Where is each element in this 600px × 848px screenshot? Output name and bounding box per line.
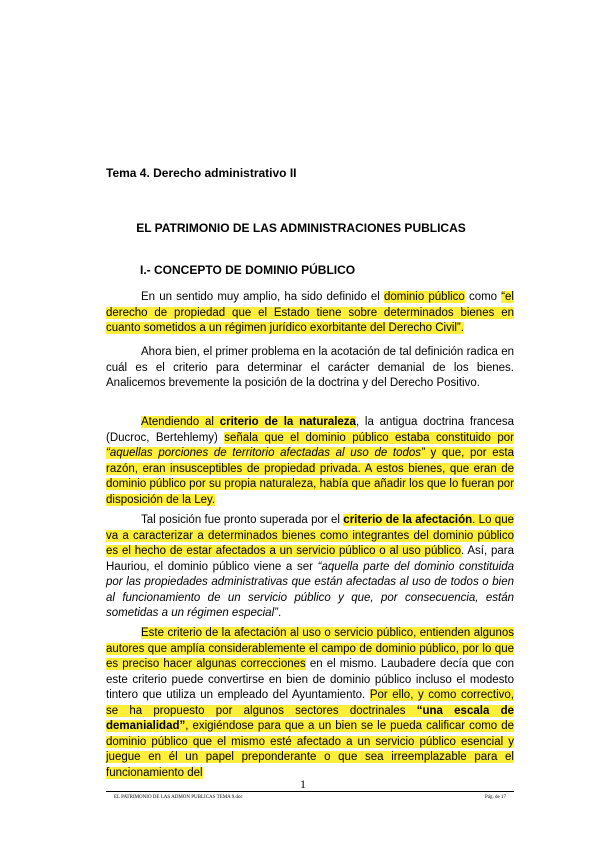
p4-highlight-c: . Lo que va a caracterizar a determinados bienes como integrantes del dominio público es el hecho de estar afectados a un servicio público o al uso público <box>106 514 514 557</box>
p5-highlight-e: , exigiéndose para que a un bien se le pueda calificar como de dominio público que el mismo esté afectado a un servicio público esencial y juegue en él un papel preponderante o que sea irreemplazable para el funcionamiento del <box>106 720 514 779</box>
p4-text-f: . <box>277 607 282 619</box>
p3-highlight-a: Atendiendo al <box>141 416 220 428</box>
p1-text-c: como <box>464 291 502 303</box>
p3-highlight-f: y que, por esta razón, eran insusceptibles de propiedad privada. A estos bienes, que eran de dominio público por su propia naturaleza, había que añadir los que lo fueran por disposición de la Ley. <box>106 447 514 506</box>
p4-highlight-b: criterio de la afectación <box>343 514 473 526</box>
p5-highlight-d: “una escala de demanialidad” <box>106 704 514 732</box>
p3-highlight-d: señala que el dominio público estaba constituido por <box>224 431 514 444</box>
section-heading: I.- CONCEPTO DE DOMINIO PÚBLICO <box>140 263 356 277</box>
p1-highlight-b: dominio público <box>383 291 465 303</box>
page-footer <box>106 791 514 806</box>
document-title: EL PATRIMONIO DE LAS ADMINISTRACIONES PUBLICAS <box>136 221 466 235</box>
footer-page-count: Pág. de 17 <box>485 795 506 800</box>
p5-text-b: en el mismo. Laubadere decía que con este criterio puede convertirse en bien de dominio público incluso el modesto tintero que utiliza un empleado del Ayuntamiento. <box>106 658 514 701</box>
p3-highlight-e: “aquellas porciones de territorio afectadas al uso de todos” <box>106 447 425 459</box>
p4-text-d: . Así, para Hauriou, el dominio público viene a ser <box>106 545 515 573</box>
p1-text-a: En un sentido muy amplio, ha sido definido el <box>141 291 384 303</box>
p3-highlight-b: criterio de la naturaleza <box>219 416 356 428</box>
paragraph-3 <box>106 415 514 508</box>
paragraph-2: Ahora bien, el primer problema en la acotación de tal definición radica en cuál es el criterio para determinar el carácter demanial de los bienes. Analicemos brevemente la posición de la doctrina y del Derecho Positivo. <box>106 346 514 389</box>
p5-highlight-a: Este criterio de la afectación al uso o servicio público, entienden algunos autores que amplía considerablemente el campo de dominio público, por lo que es preciso hacer algunas correcciones <box>106 627 514 670</box>
footer-filename: EL PATRIMONIO DE LAS ADMON PUBLICAS TEMA 9.doc <box>114 795 243 800</box>
paragraph-1 <box>106 290 514 337</box>
p1-highlight-d: “el derecho de propiedad que el Estado tiene sobre determinados bienes en cuanto sometidos a un régimen jurídico exorbitante del Derecho Civil”. <box>106 291 514 334</box>
p5-highlight-c: Por ello, y como correctivo, se ha propuesto por algunos sectores doctrinales <box>106 689 514 717</box>
p4-quote-e: “aquella parte del dominio constituida por las propiedades administrativas que están afectadas al uso de todos o bien al funcionamiento de un servicio público y que, por consecuencia, están sometidas a un régimen especial” <box>106 560 514 619</box>
page-number: 1 <box>300 777 306 791</box>
paragraph-4 <box>106 513 514 622</box>
p4-text-a: Tal posición fue pronto superada por el <box>141 514 344 526</box>
tema-heading: Tema 4. Derecho administrativo II <box>106 166 297 180</box>
paragraph-5 <box>106 626 514 781</box>
p3-text-c: , la antigua doctrina francesa (Ducroc, Bertehlemy) <box>106 416 514 444</box>
